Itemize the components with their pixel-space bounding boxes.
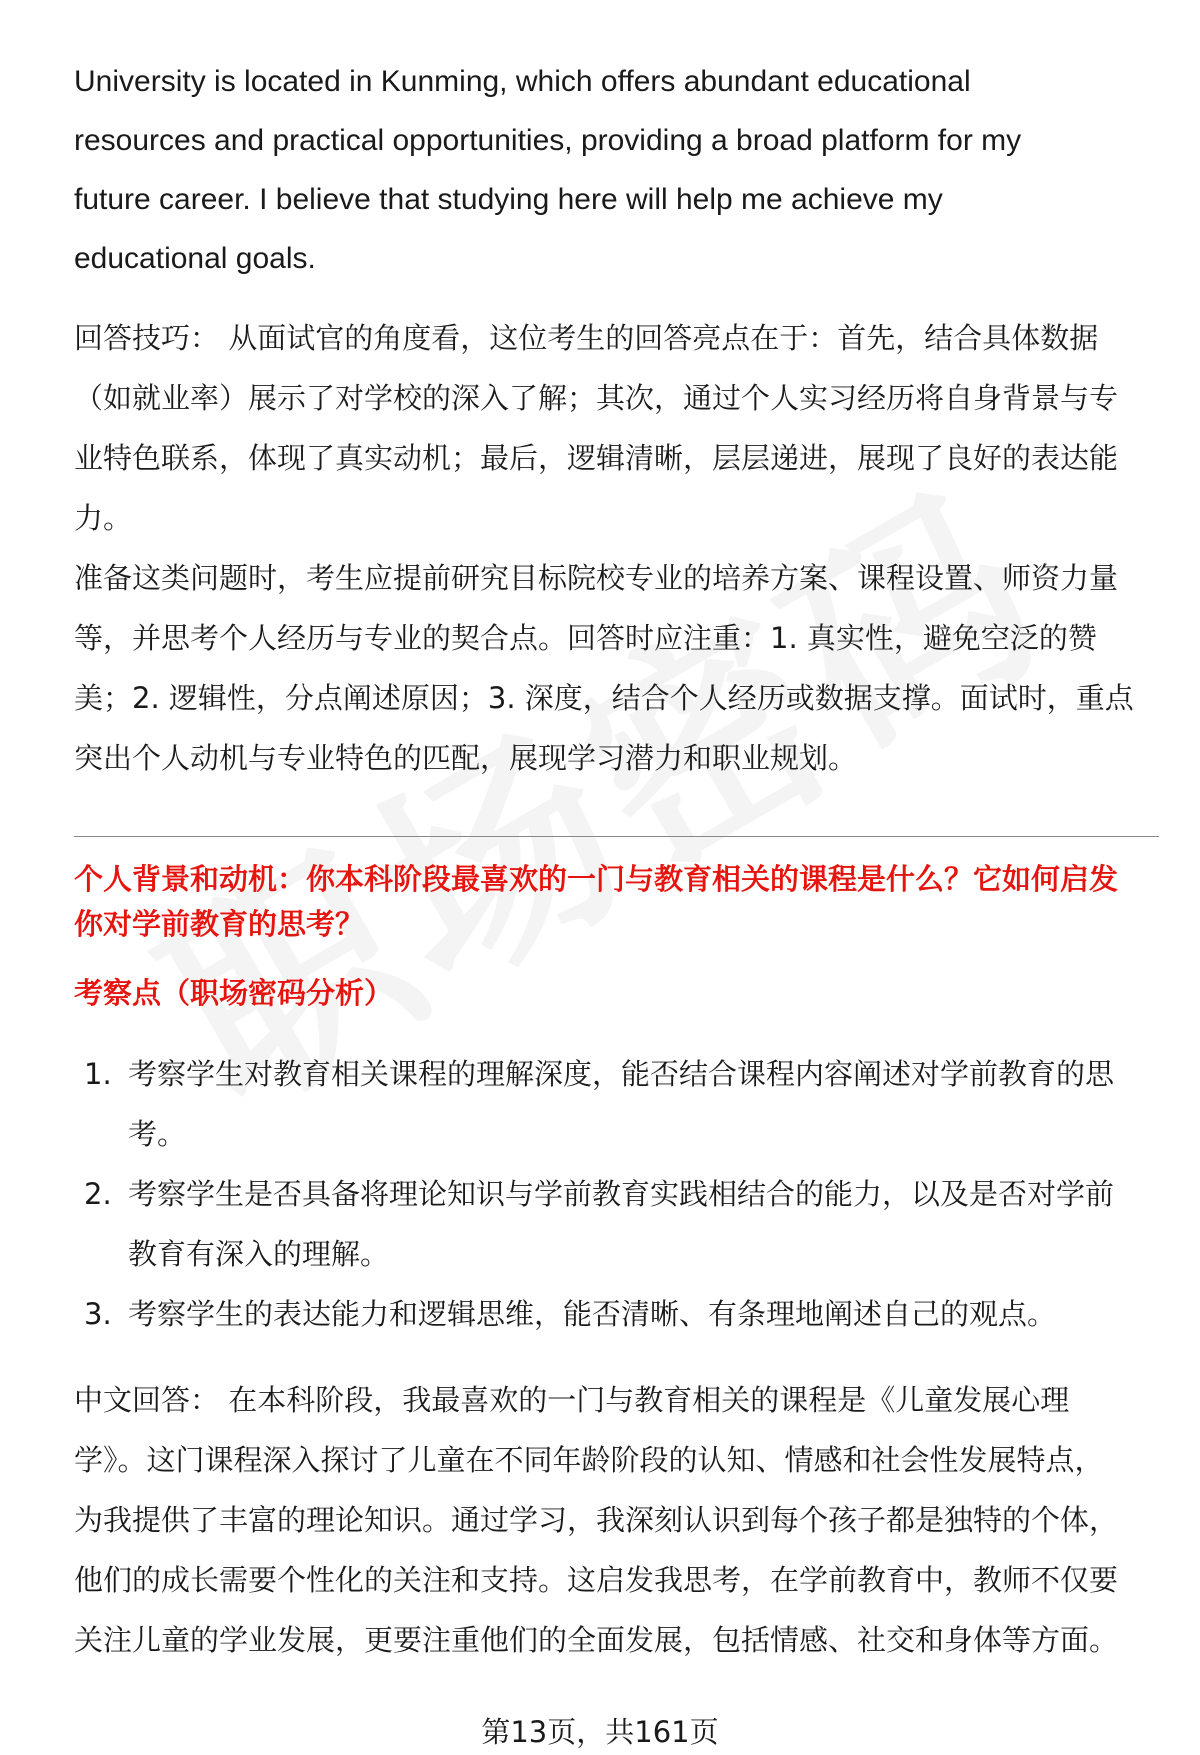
list-item [74,1164,1159,1284]
list-item-line: 考察学生的表达能力和逻辑思维，能否清晰、有条理地阐述自己的观点。 [128,1297,1057,1331]
question-line: 你对学前教育的思考？ [74,907,365,941]
prep-line: 准备这类问题时，考生应提前研究目标院校专业的培养方案、课程设置、师资力量 [74,561,1119,595]
intro-line: University is located in Kunming, which offers abundant educational [74,65,971,98]
page-number-footer: 第13页，共161页 [481,1715,719,1749]
preparation-paragraph [74,548,1159,788]
intro-line: educational goals. [74,242,316,275]
prep-line: 突出个人动机与专业特色的匹配，展现学习潜力和职业规划。 [74,741,858,775]
tips-line: 业特色联系，体现了真实动机；最后，逻辑清晰，层层递进，展现了良好的表达能 [74,441,1119,475]
list-item-number: 3. [84,1297,112,1331]
focus-list [74,1044,1159,1344]
list-item [74,1284,1159,1344]
answer-line: 中文回答： 在本科阶段，我最喜欢的一门与教育相关的课程是《儿童发展心理 [74,1383,1070,1417]
tips-line: 力。 [74,501,133,535]
list-item-line: 考。 [128,1117,187,1151]
question-line: 个人背景和动机：你本科阶段最喜欢的一门与教育相关的课程是什么？它如何启发 [74,862,1119,896]
chinese-answer-paragraph [74,1370,1159,1670]
intro-line: future career. I believe that studying here will help me achieve my [74,183,943,216]
focus-heading: 考察点（职场密码分析） [74,976,394,1010]
list-item-line: 考察学生对教育相关课程的理解深度，能否结合课程内容阐述对学前教育的思 [128,1057,1115,1091]
tips-line: （如就业率）展示了对学校的深入了解；其次，通过个人实习经历将自身背景与专 [74,381,1119,415]
list-item [74,1044,1159,1164]
answer-line: 学》。这门课程深入探讨了儿童在不同年龄阶段的认知、情感和社会性发展特点， [74,1443,1104,1477]
answer-tips-paragraph [74,308,1159,548]
intro-line: resources and practical opportunities, providing a broad platform for my [74,124,1022,157]
list-item-number: 2. [84,1177,112,1211]
answer-line: 关注儿童的学业发展，更要注重他们的全面发展，包括情感、社交和身体等方面。 [74,1623,1119,1657]
page-content [74,52,1159,1670]
tips-line: 回答技巧： 从面试官的角度看，这位考生的回答亮点在于：首先，结合具体数据 [74,321,1099,355]
intro-paragraph [74,52,1159,288]
answer-line: 他们的成长需要个性化的关注和支持。这启发我思考，在学前教育中，教师不仅要 [74,1563,1119,1597]
section-divider [74,836,1159,837]
prep-line: 美；2. 逻辑性，分点阐述原因；3. 深度，结合个人经历或数据支撑。面试时，重点 [74,681,1134,715]
prep-line: 等，并思考个人经历与专业的契合点。回答时应注重：1. 真实性，避免空泛的赞 [74,621,1097,655]
list-item-line: 考察学生是否具备将理论知识与学前教育实践相结合的能力，以及是否对学前 [128,1177,1115,1211]
list-item-number: 1. [84,1057,112,1091]
question-heading [74,857,1159,947]
answer-line: 为我提供了丰富的理论知识。通过学习，我深刻认识到每个孩子都是独特的个体， [74,1503,1119,1537]
list-item-line: 教育有深入的理解。 [128,1237,390,1271]
